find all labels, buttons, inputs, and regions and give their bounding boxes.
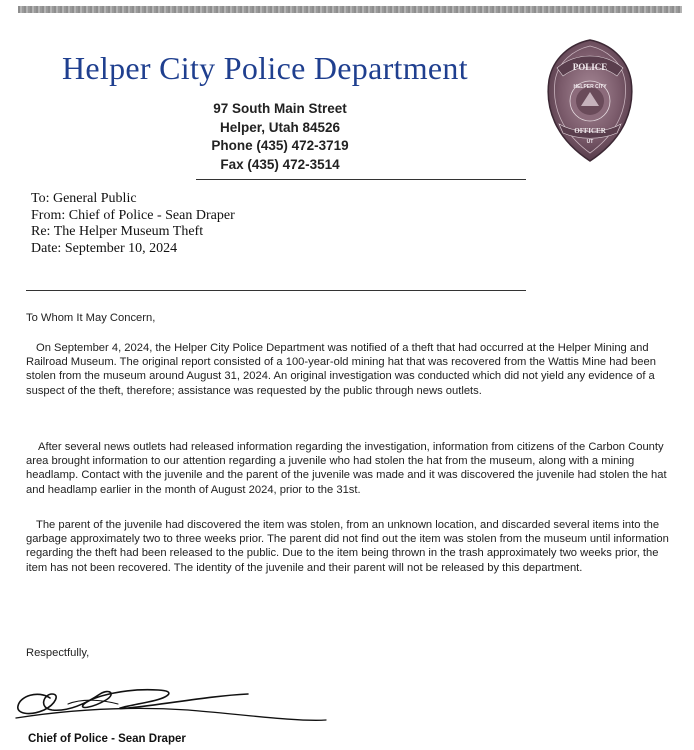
paragraph-2: After several news outlets had released information regarding the investigation, information from citizens of the Carbon County area brought information to our attention regarding a juvenile who had stolen the hat from the museum, along with a mining headlamp. Contact with the juvenile and the parent of the juvenile was made and it was discovered the juvenile had stolen the hat and headlamp earlier in the month of August 2024, prior to the 31st. (26, 441, 667, 496)
closing: Respectfully, (26, 647, 90, 659)
scan-top-edge (18, 6, 682, 13)
department-title: Helper City Police Department (62, 50, 468, 86)
letterhead-divider (196, 179, 526, 180)
address-fax: Fax (435) 472-3514 (220, 156, 340, 172)
address-city: Helper, Utah 84526 (219, 119, 341, 135)
address-street: 97 South Main Street (213, 101, 347, 116)
memo-divider (26, 290, 526, 291)
department-address (190, 100, 370, 174)
paragraph-3: The parent of the juvenile had discovered the item was stolen, from an unknown location, and discarded several items into the garbage approximately two to three weeks prior. The parent did not find out the item was stolen from the museum until information regarding the theft had been released to the public. Due to the item being thrown in the trash approximately two weeks prior, the item has not been recovered. The identity of the juvenile and their parent will not be released by this department. (26, 519, 669, 574)
memo-re: Re: The Helper Museum Theft (31, 224, 204, 239)
badge-middle-text: HELPER CITY (573, 84, 607, 90)
paragraph-1: On September 4, 2024, the Helper City Police Department was notified of a theft that had occurred at the Helper Mining and Railroad Museum. The original report consisted of a 100-year-old mining hat that was recovered from the Wattis Mine had been stolen from the museum around August 31, 2024. An original investigation was conducted which did not yield any evidence of a suspect of the theft, therefore; assistance was requested by the public through news outlets. (26, 342, 656, 397)
memo-to: To: General Public (31, 191, 137, 206)
signer-name: Chief of Police - Sean Draper (28, 733, 186, 745)
memo-header (31, 191, 235, 257)
badge-bottom-text: OFFICER (574, 127, 606, 135)
memo-from: From: Chief of Police - Sean Draper (31, 207, 235, 223)
memo-date: Date: September 10, 2024 (31, 240, 178, 256)
badge-state-text: UT (586, 139, 594, 145)
address-phone: Phone (435) 472-3719 (211, 138, 349, 153)
badge-top-text: POLICE (572, 62, 608, 72)
handwritten-signature (8, 680, 338, 728)
salutation: To Whom It May Concern, (26, 312, 156, 324)
police-badge-icon (545, 38, 635, 163)
